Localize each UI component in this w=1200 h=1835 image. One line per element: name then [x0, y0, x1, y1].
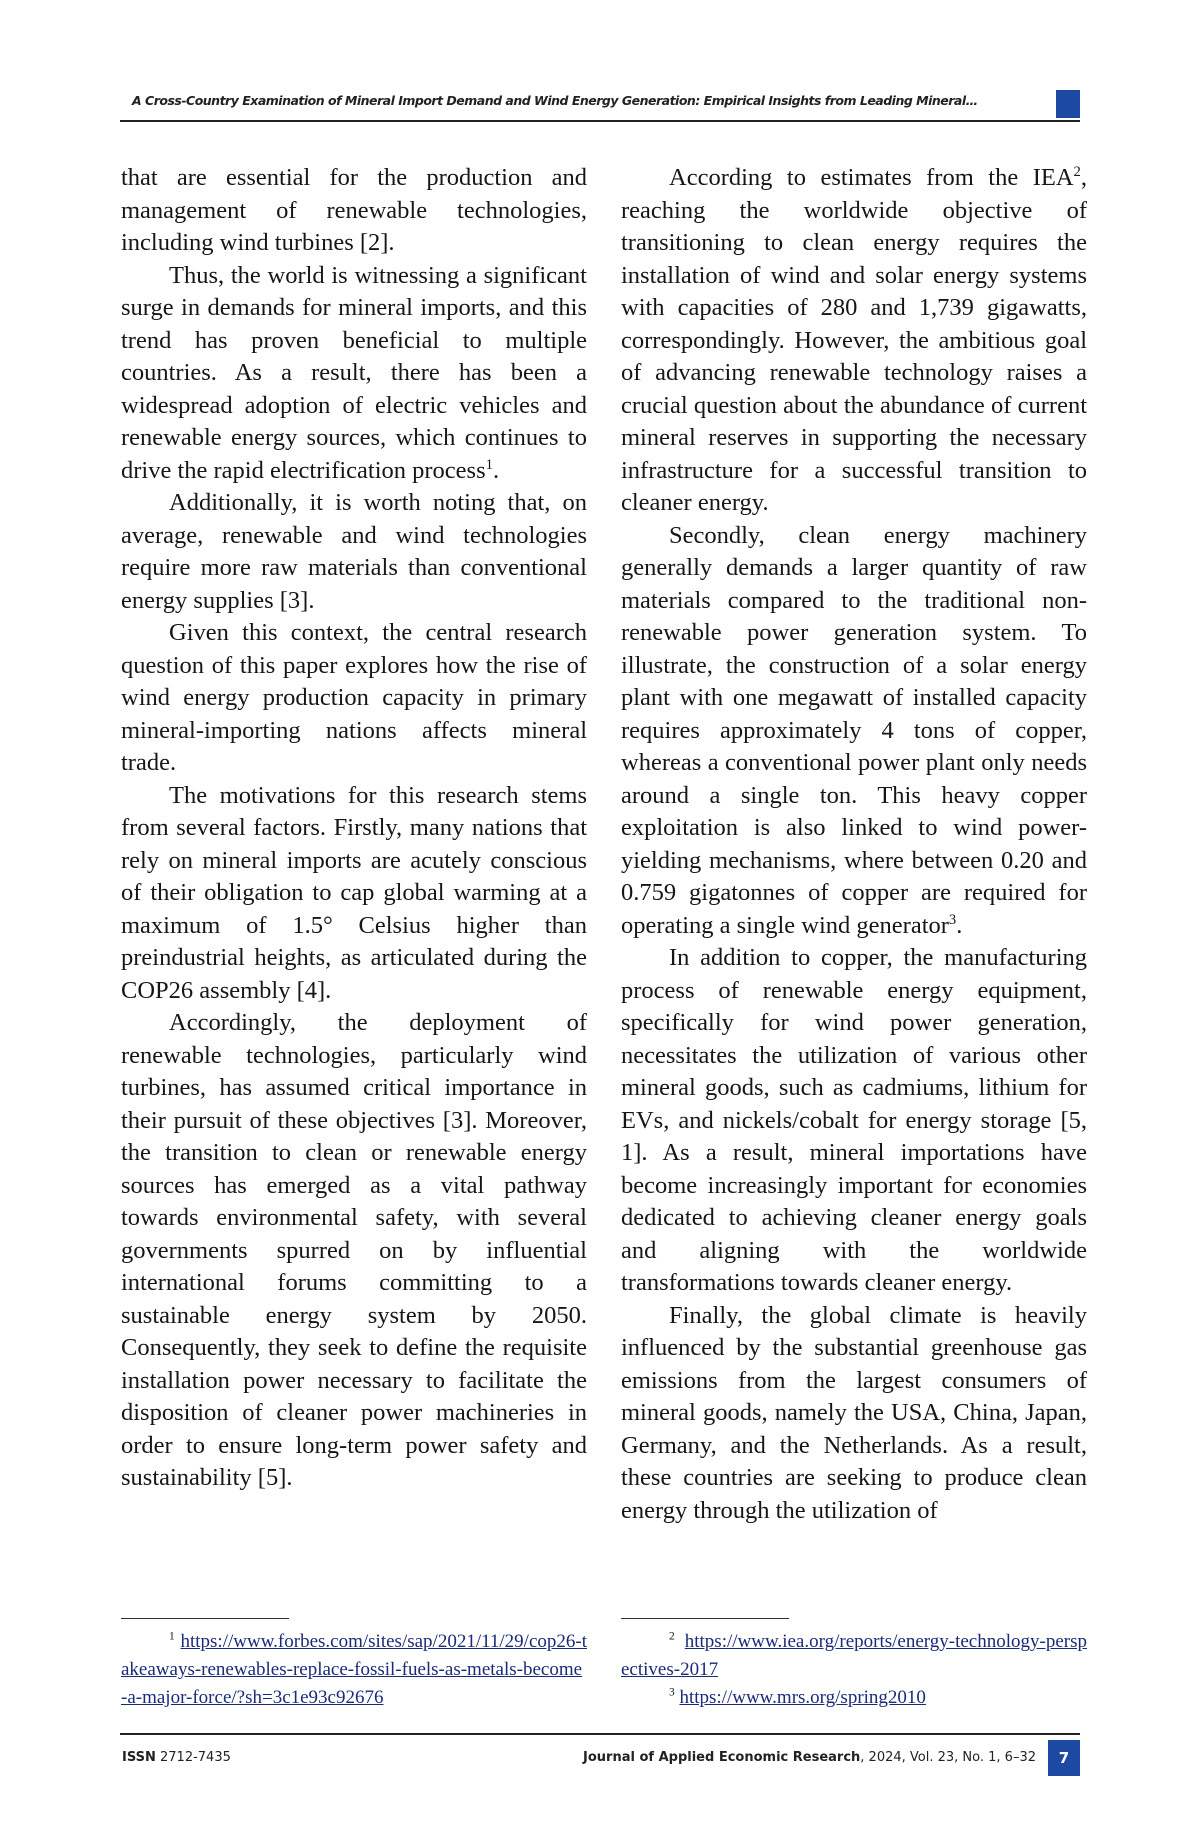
footnote-link[interactable]: https://www.forbes.com/sites/sap/2021/11/29/cop26-takeaways-renewables-replace-fossil-fuels-as-metals-become-a-major-force/?sh=3c1e93c92676	[121, 1631, 587, 1708]
paragraph: Additionally, it is worth noting that, on average, renewable and wind technologies require more raw materials than conventional energy supplies [3].	[121, 489, 587, 614]
footnote-ref: 3	[948, 911, 957, 928]
right-column	[621, 162, 1087, 1527]
footnote-number: 2	[669, 1630, 675, 1643]
footnote-ref: 1	[485, 456, 493, 473]
footnotes-right	[621, 1628, 1087, 1712]
header-accent-block	[1056, 90, 1080, 118]
paragraph: that are essential for the production and management of renewable technologies, including wind turbines [2].	[121, 164, 587, 256]
footer-rule	[120, 1733, 1080, 1735]
paragraph: The motivations for this research stems from several factors. Firstly, many nations that rely on mineral imports are acutely conscious of their obligation to cap global warming at a maximum of 1.5° Celsius higher than preindustrial heights, as articulated during the COP26 assembly [4].	[121, 781, 587, 1004]
issn: ISSN 2712-7435	[122, 1750, 231, 1765]
page-number: 7	[1048, 1740, 1080, 1776]
footnote-number: 1	[169, 1630, 175, 1643]
page-footer	[120, 1740, 1080, 1776]
journal-citation: Journal of Applied Economic Research, 2024, Vol. 23, No. 1, 6–32	[583, 1750, 1036, 1765]
paragraph: Secondly, clean energy machinery generally demands a larger quantity of raw materials compared to the traditional non-renewable power generation system. To illustrate, the construction of a solar energy plant with one megawatt of installed capacity requires approximately 4 tons of copper, whereas a conventional power plant only needs around a single ton. This heavy copper exploitation is also linked to wind power-yielding mechanisms, where between 0.20 and 0.759 gigatonnes of copper are required for operating a single wind generator$^3$.	[621, 521, 1087, 939]
paragraph: Finally, the global climate is heavily influenced by the substantial greenhouse gas emissions from the largest consumers of mineral goods, namely the USA, China, Japan, Germany, and the Netherlands. As a result, these countries are seeking to produce clean energy through the utilization of	[621, 1301, 1087, 1524]
paragraph: Accordingly, the deployment of renewable technologies, particularly wind turbines, has assumed critical importance in their pursuit of these objectives [3]. Moreover, the transition to clean or renewable energy sources has emerged as a vital pathway towards environmental safety, with several governments spurred on by influential international forums committing to a sustainable energy system by 2050. Consequently, they seek to define the requisite installation power necessary to facilitate the disposition of cleaner power machineries in order to ensure long-term power safety and sustainability [5].	[121, 1009, 587, 1491]
footnote-rule	[121, 1618, 289, 1619]
running-title: A Cross-Country Examination of Mineral Import Demand and Wind Energy Generation: Empirical Insights from Leading Mineral…	[132, 93, 978, 108]
left-column	[121, 162, 587, 1495]
journal-name: Journal of Applied Economic Research	[583, 1750, 861, 1765]
footnote	[121, 1628, 587, 1712]
paragraph: According to estimates from the IEA$^2$, reaching the worldwide objective of transitioning to clean energy requires the installation of wind and solar energy systems with capacities of 280 and 1,739 gigawatts, correspondingly. However, the ambitious goal of advancing renewable technology raises a crucial question about the abundance of current mineral reserves in supporting the necessary infrastructure for a successful transition to cleaner energy.	[621, 163, 1087, 516]
footnote	[621, 1628, 1087, 1684]
paragraph: Thus, the world is witnessing a significant surge in demands for mineral imports, and this trend has proven beneficial to multiple countries. As a result, there has been a widespread adoption of electric vehicles and renewable energy sources, which continues to drive the rapid electrification process$^1$.	[121, 261, 587, 484]
footnote-link[interactable]: https://www.mrs.org/spring2010	[679, 1687, 926, 1708]
paragraph: In addition to copper, the manufacturing process of renewable energy equipment, specifically for wind power generation, necessitates the utilization of various other mineral goods, such as cadmiums, lithium for EVs, and nickels/cobalt for energy storage [5, 1]. As a result, mineral importations have become increasingly important for economies dedicated to achieving cleaner energy goals and aligning with the worldwide transformations towards cleaner energy.	[621, 944, 1087, 1296]
footnotes-left	[121, 1628, 587, 1712]
footnote-number: 3	[669, 1686, 675, 1699]
running-header	[120, 88, 1080, 122]
paragraph: Given this context, the central research question of this paper explores how the rise of wind energy production capacity in primary mineral-importing nations affects mineral trade.	[121, 619, 587, 776]
footnote-rule	[621, 1618, 789, 1619]
footnote	[621, 1684, 1087, 1712]
footnote-ref: 2	[1073, 163, 1081, 180]
footnote-link[interactable]: https://www.iea.org/reports/energy-technology-perspectives-2017	[621, 1631, 1087, 1680]
